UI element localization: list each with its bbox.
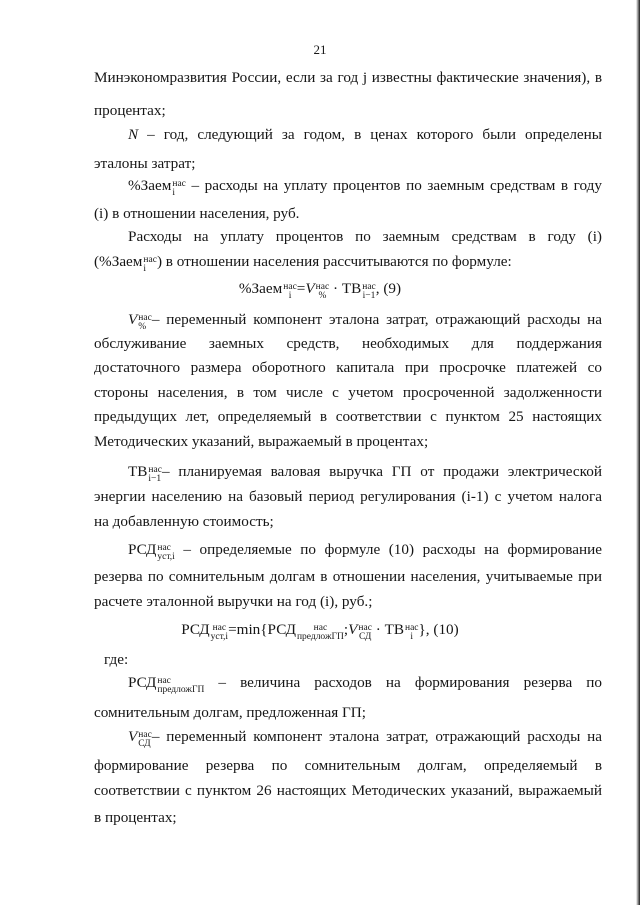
var-rsd-ust bbox=[128, 541, 175, 562]
superscript: нас bbox=[283, 282, 297, 292]
subscript: i−1 bbox=[362, 291, 376, 301]
subscript: СД bbox=[358, 632, 372, 642]
text-line: где: bbox=[104, 651, 129, 668]
sup-sub bbox=[138, 314, 152, 332]
sup-sub bbox=[157, 677, 204, 695]
definition-rsd-ust bbox=[128, 540, 602, 562]
text-line: стороны населения, в том числе с учетом просроченной задолженности bbox=[94, 384, 602, 401]
var-n: N bbox=[128, 126, 139, 143]
superscript: нас bbox=[138, 730, 152, 740]
formula-9 bbox=[0, 279, 640, 301]
text-span: РСД bbox=[128, 674, 157, 691]
superscript: нас bbox=[313, 623, 328, 633]
text-line: Расходы на уплату процентов по заемным средствам в году (i) bbox=[128, 228, 602, 245]
var-v: V bbox=[348, 621, 358, 638]
var-tv bbox=[128, 463, 162, 484]
sup-sub bbox=[138, 731, 152, 749]
subscript: i bbox=[143, 264, 147, 274]
superscript: нас bbox=[172, 179, 186, 189]
text-line-zaem-ref bbox=[94, 252, 602, 274]
superscript: нас bbox=[404, 623, 419, 633]
sup-sub bbox=[211, 624, 228, 642]
text-line: резерва по сомнительным долгам в отношении населения, учитываемые при bbox=[94, 568, 602, 585]
var-v-percent bbox=[128, 311, 152, 332]
text-line: эталоны затрат; bbox=[94, 155, 196, 172]
definition-zaem bbox=[128, 176, 602, 198]
var-rsd-predl bbox=[128, 674, 205, 695]
subscript: предложГП bbox=[157, 685, 205, 695]
scan-edge-shadow bbox=[636, 0, 640, 905]
sup-sub bbox=[148, 466, 162, 484]
definition-v-percent bbox=[128, 310, 602, 332]
text-line: обслуживание заемных средств, необходимых для поддержания bbox=[94, 335, 602, 352]
text-line: процентах; bbox=[94, 102, 166, 119]
sup-sub bbox=[172, 180, 186, 198]
text-span: · ТВ bbox=[371, 621, 404, 638]
text-line: Методических указаний, выражаемый в процентах; bbox=[94, 433, 429, 450]
text-span: · ТВ bbox=[329, 280, 362, 297]
text-line: в процентах; bbox=[94, 809, 177, 826]
definition-rsd-predl bbox=[128, 673, 602, 695]
superscript: нас bbox=[315, 282, 330, 292]
var-v: V bbox=[128, 311, 138, 328]
superscript: нас bbox=[358, 623, 372, 633]
text-span: РСД bbox=[128, 541, 157, 558]
text-span: ; bbox=[343, 621, 349, 638]
text-span: – расходы на уплату процентов по заемным средствам в году bbox=[185, 177, 602, 194]
sup-sub bbox=[362, 283, 376, 301]
definition-v-sd bbox=[128, 727, 602, 749]
text-line: на добавленную стоимость; bbox=[94, 513, 274, 530]
text-line: предыдущих лет, определяемый в соответствии с пунктом 25 настоящих bbox=[94, 408, 602, 425]
subscript: предложГП bbox=[296, 632, 344, 642]
text-span: ) в отношении населения рассчитываются по формуле: bbox=[156, 253, 512, 270]
text-span: – планируемая валовая выручка ГП от продажи электрической bbox=[161, 463, 602, 480]
subscript: i bbox=[410, 632, 414, 642]
sup-sub bbox=[143, 256, 157, 274]
superscript: нас bbox=[212, 623, 227, 633]
definition-n bbox=[128, 125, 602, 145]
text-line: расчете эталонной выручки на год (i), руб.; bbox=[94, 593, 373, 610]
superscript: нас bbox=[143, 255, 157, 265]
sup-sub bbox=[297, 624, 344, 642]
text-line: формирование резерва по сомнительным долгам, определяемый в bbox=[94, 757, 602, 774]
text-span: , (9) bbox=[375, 280, 402, 297]
text-span: – переменный компонент эталона затрат, отражающий расходы на bbox=[151, 728, 602, 745]
subscript: уст,i bbox=[157, 552, 175, 562]
superscript: нас bbox=[157, 676, 171, 686]
subscript: i bbox=[288, 291, 292, 301]
text-line: Минэкономразвития России, если за год j известны фактические значения), в bbox=[94, 69, 602, 86]
var-v: V bbox=[305, 280, 315, 297]
text-span: – переменный компонент эталона затрат, отражающий расходы на bbox=[151, 311, 602, 328]
text-span: (%Заем bbox=[94, 253, 143, 270]
text-line: сомнительным долгам, предложенная ГП; bbox=[94, 704, 366, 721]
text-span: %Заем bbox=[128, 177, 172, 194]
text-line: (i) в отношении населения, руб. bbox=[94, 205, 300, 222]
text-span: – величина расходов на формирования резерва по bbox=[204, 674, 602, 691]
page-number: 21 bbox=[313, 42, 327, 57]
var-zaem bbox=[128, 177, 186, 198]
text-span: =min{РСД bbox=[228, 621, 296, 638]
text-span: – год, следующий за годом, в ценах которого были определены bbox=[138, 126, 602, 143]
sup-sub bbox=[283, 283, 297, 301]
text-line: соответствии с пунктом 26 настоящих Методических указаний, выражаемый bbox=[94, 782, 602, 799]
formula-10 bbox=[0, 620, 640, 642]
subscript: i−1 bbox=[148, 474, 162, 484]
text-span: }, (10) bbox=[418, 621, 459, 638]
subscript: уст,i bbox=[210, 632, 229, 642]
subscript: СД bbox=[138, 739, 151, 749]
var-v: V bbox=[128, 728, 138, 745]
subscript: i bbox=[172, 188, 175, 198]
superscript: нас bbox=[148, 465, 162, 475]
text-span: – определяемые по формуле (10) расходы на формирование bbox=[174, 541, 602, 558]
text-line: энергии населению на базовый период регулирования (i-1) с учетом налога bbox=[94, 488, 602, 505]
superscript: нас bbox=[157, 543, 171, 553]
var-v-sd bbox=[128, 728, 152, 749]
sup-sub bbox=[157, 544, 174, 562]
superscript: нас bbox=[138, 313, 152, 323]
sup-sub bbox=[405, 624, 419, 642]
text-span: = bbox=[296, 280, 306, 297]
subscript: % bbox=[318, 291, 327, 301]
text-line: достаточного размера оборотного капитала при просрочке платежей со bbox=[94, 359, 602, 376]
text-span: %Заем bbox=[238, 280, 283, 297]
sup-sub bbox=[358, 624, 372, 642]
subscript: % bbox=[138, 322, 147, 332]
sup-sub bbox=[316, 283, 330, 301]
text-span: ТВ bbox=[128, 463, 148, 480]
definition-tv bbox=[128, 462, 602, 484]
superscript: нас bbox=[362, 282, 376, 292]
text-span: РСД bbox=[181, 621, 210, 638]
